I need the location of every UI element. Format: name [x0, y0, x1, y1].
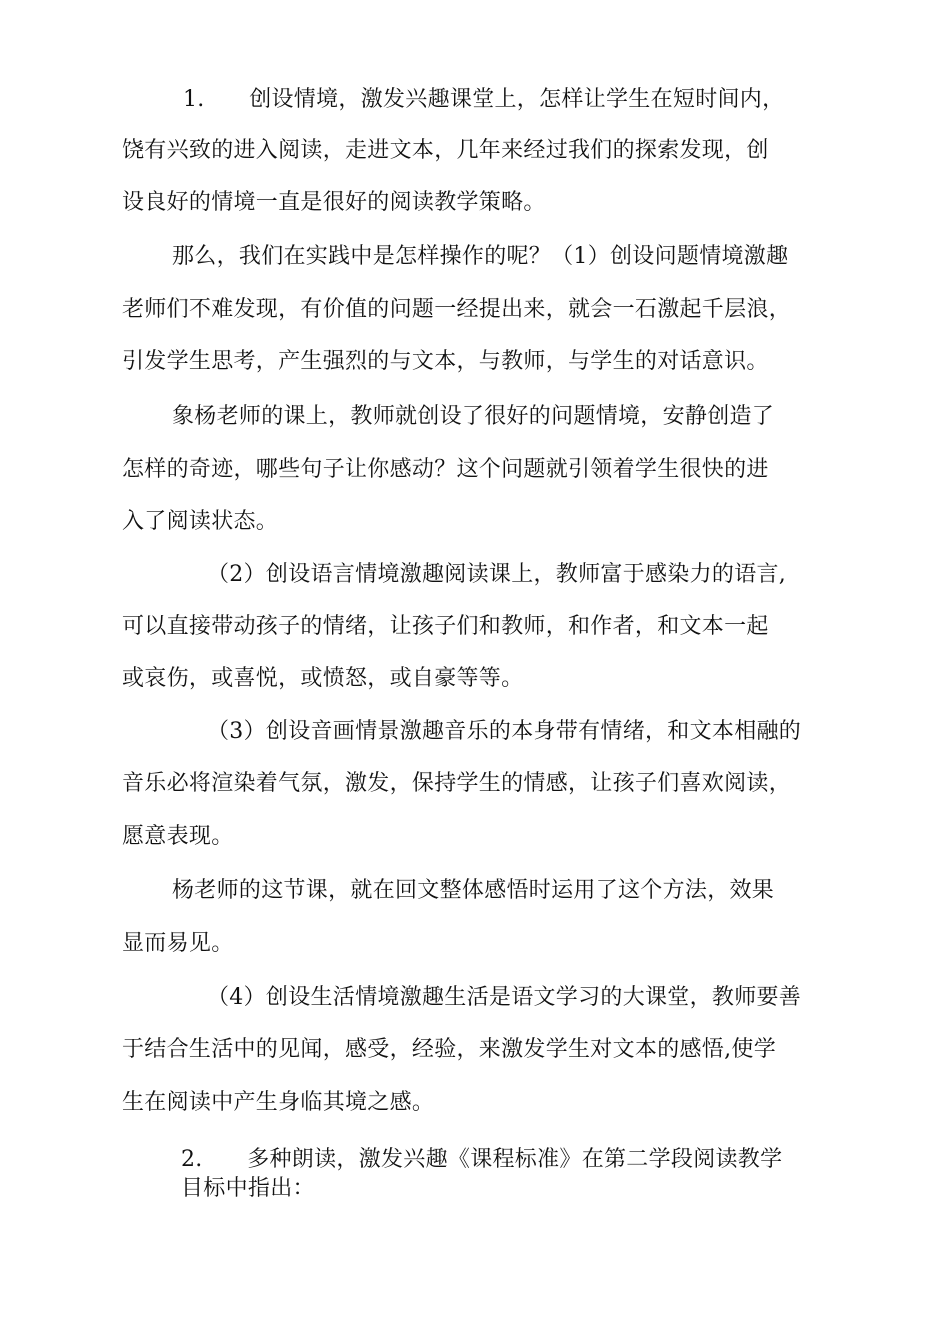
text-line: 可以直接带动孩子的情绪，让孩子们和教师，和作者，和文本一起 — [122, 614, 769, 639]
text-line: （3）创设音画情景激趣音乐的本身带有情绪，和文本相融的 — [207, 719, 802, 744]
text-line: 2. 多种朗读，激发兴趣《课程标准》在第二学段阅读教学 — [181, 1147, 783, 1172]
text-line: 杨老师的这节课，就在回文整体感悟时运用了这个方法，效果 — [172, 878, 775, 903]
text-line: 老师们不难发现，有价值的问题一经提出来，就会一石激起千层浪， — [122, 297, 792, 322]
text-line: 饶有兴致的进入阅读，走进文本，几年来经过我们的探索发现，创 — [122, 138, 769, 163]
text-line: 愿意表现。 — [122, 824, 234, 849]
text-line: 音乐必将渲染着气氛，激发，保持学生的情感，让孩子们喜欢阅读， — [122, 771, 792, 796]
text-line: 1. 创设情境，激发兴趣课堂上，怎样让学生在短时间内， — [183, 87, 785, 112]
text-line: （4）创设生活情境激趣生活是语文学习的大课堂，教师要善 — [207, 985, 802, 1010]
text-line: 怎样的奇迹，哪些句子让你感动？这个问题就引领着学生很快的进 — [122, 457, 769, 482]
text-line: 生在阅读中产生身临其境之感。 — [122, 1090, 435, 1115]
text-line: 目标中指出： — [181, 1176, 315, 1201]
text-line: 显而易见。 — [122, 931, 234, 956]
text-line: 于结合生活中的见闻，感受，经验，来激发学生对文本的感悟,使学 — [122, 1037, 776, 1062]
text-line: 设良好的情境一直是很好的阅读教学策略。 — [122, 190, 546, 215]
text-line: 入了阅读状态。 — [122, 509, 279, 534]
text-line: 引发学生思考，产生强烈的与文本，与教师，与学生的对话意识。 — [122, 349, 769, 374]
text-line: 那么，我们在实践中是怎样操作的呢？（1）创设问题情境激趣 — [172, 244, 789, 269]
text-line: （2）创设语言情境激趣阅读课上，教师富于感染力的语言, — [207, 562, 787, 587]
text-line: 象杨老师的课上，教师就创设了很好的问题情境，安静创造了 — [172, 404, 775, 429]
text-line: 或哀伤，或喜悦，或愤怒，或自豪等等。 — [122, 666, 524, 691]
